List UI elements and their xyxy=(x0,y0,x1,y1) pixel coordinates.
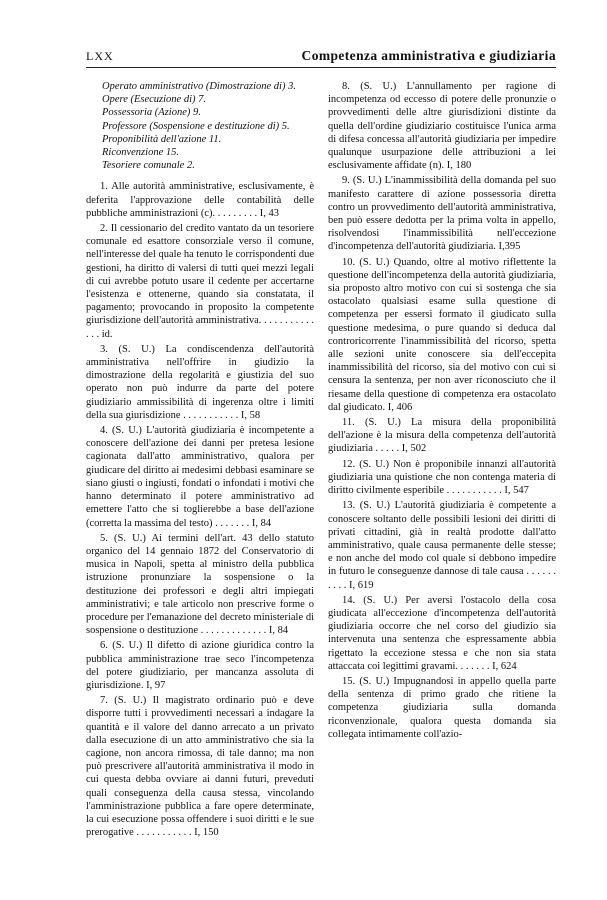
cross-reference-item: Possessoria (Azione) 9. xyxy=(102,107,201,119)
paragraph-10: 10. (S. U.) Quando, oltre al motivo riflettente la questione dell'incompetenza della autorità giudiziaria, sia proposto altro motivo con cui si sostenga che sia ostacolato qualsiasi esame sulla questione di competenza per essersi formato il giudicato sulla questione medesima, o pure quando si deduca dal controricorrente l'inammissibilità del ricorso, spetta alle sezioni unite conoscere sia dell'eccepita inammissibilità del ricorso, sia del motivo con cui si censura la sentenza, per non aver riconosciuto che il riesame della questione di competenza era ostacolato dal giudicato. I, 406 xyxy=(328,256,556,413)
paragraph-9: 9. (S. U.) L'inammissibilità della domanda pel suo manifesto carattere di azione possessoria diretta contro un provvedimento dell'autorità amministrativa, ben può essere dedotta per la prima volta in appello, risolvendosi l'inammissibilità nell'eccezione d'incompetenza dell'autorità giudiziaria. I,395 xyxy=(328,175,556,253)
page-header xyxy=(86,48,556,68)
left-column xyxy=(86,80,314,841)
paragraph-2: 2. Il cessionario del credito vantato da un tesoriere comunale ed esattore consorziale verso il comune, nell'interesse del quale ha tenuto le corrispondenti due gestioni, ha diritto di valersi di tutti quei mezzi legali di cui avrebbe potuto usare il cedente per accertarne l'esistenza e ottenerne, quando sia constatata, il pagamento; provocando in proposito la competente giurisdizione dell'autorità amministrativa. . . . . . . . . . . . . . id. xyxy=(86,223,314,340)
page-title: Competenza amministrativa e giudiziaria xyxy=(301,48,556,63)
right-column xyxy=(328,80,556,743)
paragraph-1: 1. Alle autorità amministrative, esclusivamente, è deferita l'approvazione delle contabilità delle pubbliche amministrazioni (c). . . . . . . . . I, 43 xyxy=(86,181,314,219)
paragraph-8: 8. (S. U.) L'annullamento per ragione di incompetenza od eccesso di potere delle pronunzie o provvedimenti delle altre giurisdizioni distinte da quella dell'ordine giudiziario costituisce l'unica arma di difesa concessa all'autorità giudiziaria per impedire qualunque usurpazione delle attribuzioni a lei esclusivamente affidate (n). I, 180 xyxy=(328,81,556,172)
paragraph-6: 6. (S. U.) Il difetto di azione giuridica contro la pubblica amministrazione trae seco l'incompetenza del potere giudiziario, per mancanza assoluta di giurisdizione. I, 97 xyxy=(86,640,314,691)
cross-reference-item: Riconvenzione 15. xyxy=(102,147,179,159)
page-number: LXX xyxy=(86,49,114,63)
cross-reference-item: Operato amministrativo (Dimostrazione di) 3. xyxy=(102,81,296,92)
paragraph-11: 11. (S. U.) La misura della proponibilità dell'azione è la misura della competenza dell'autorità giudiziaria . . . . . I, 502 xyxy=(328,417,556,455)
paragraph-3: 3. (S. U.) La condiscendenza dell'autorità amministrativa nell'offrire in giudizio la dimostrazione della regolarità e giustizia del suo operato non può indurre da parte del potere giudiziario ammissibilità di ingerenza oltre i limiti della sua giurisdizione . . . . . . . . . . . I, 58 xyxy=(86,343,314,421)
paragraph-4: 4. (S. U.) L'autorità giudiziaria è incompetente a conoscere dell'azione dei danni per pretesa lesione cagionata dall'atto amministrativo, qualora per giudicare del diritto ai medesimi debbasi esaminare se siano giusti o ingiusti, fondati o infondati i motivi che hanno determinato il potere amministrativo ad emettere l'atto che si toglierebbe a base dell'azione (corretta la massima del testo) . . . . . . . I, 84 xyxy=(86,425,314,529)
paragraph-7: 7. (S. U.) Il magistrato ordinario può e deve disporre tutti i provvedimenti necessari a indagare la quantità e il valore del danno arrecato a un privato dalla esecuzione di un atto amministrativo che sia la cagione, non ancora rimossa, di tale danno; ma non può prescrivere all'autorità amministrativa il modo in cui questa debba ovviare ai danni futuri, preveduti quali conseguenza della causa stessa, vincolando l'amministrazione pubblica a fare opere determinate, la cui esecuzione possa offendere i suoi diritti e le sue prerogative . . . . . . . . . . . I, 150 xyxy=(86,695,314,839)
paragraph-13: 13. (S. U.) L'autorità giudiziaria è competente a conoscere soltanto delle possibili lesioni dei diritti di privati cittadini, già in realtà prodotte dall'atto amministrativo, quale causa permanente delle stesse; e non anche del modo col quale si debbono impedire in futuro le conseguenze dannose di tale causa . . . . . . . . . . I, 619 xyxy=(328,500,556,591)
paragraph-12: 12. (S. U.) Non è proponibile innanzi all'autorità giudiziaria una quistione che non contenga materia di diritto civilmente esperibile . . . . . . . . . . . I, 547 xyxy=(328,458,556,497)
cross-reference-list xyxy=(86,80,314,172)
paragraph-14: 14. (S. U.) Per aversi l'ostacolo della cosa giudicata all'eccezione d'incompetenza dell'autorità giudiziaria occorre che nel corso del giudizio sia intervenuta una sentenza che espressamente abbia rigettato la eccezione stessa e che non sia stata attaccata coi legittimi gravami. . . . . . . I, 624 xyxy=(328,594,556,672)
cross-reference-item: Proponibilità dell'azione 11. xyxy=(102,133,222,145)
paragraph-5: 5. (S. U.) Ai termini dell'art. 43 dello statuto organico del 14 gennaio 1872 del Conservatorio di musica in Napoli, spetta al ministro della pubblica istruzione pronunziare la sospensione o la destituzione dei professori e degli altri impiegati amministrativi; e tale articolo non prescrive forme o procedure per l'emanazione del decreto ministeriale di sospensione o destituzione . . . . . . . . . . . . . I, 84 xyxy=(86,532,314,637)
cross-reference-item: Tesoriere comunale 2. xyxy=(102,160,195,172)
cross-reference-item: Opere (Esecuzione di) 7. xyxy=(102,94,206,106)
cross-reference-item: Professore (Sospensione e destituzione di) 5. xyxy=(102,120,290,132)
paragraph-15: 15. (S. U.) Impugnandosi in appello quella parte della sentenza di primo grado che ritiene la competenza giudiziaria sulla domanda riconvenzionale, qualora questa domanda sia collegata intimamente coll'azio- xyxy=(328,675,556,740)
